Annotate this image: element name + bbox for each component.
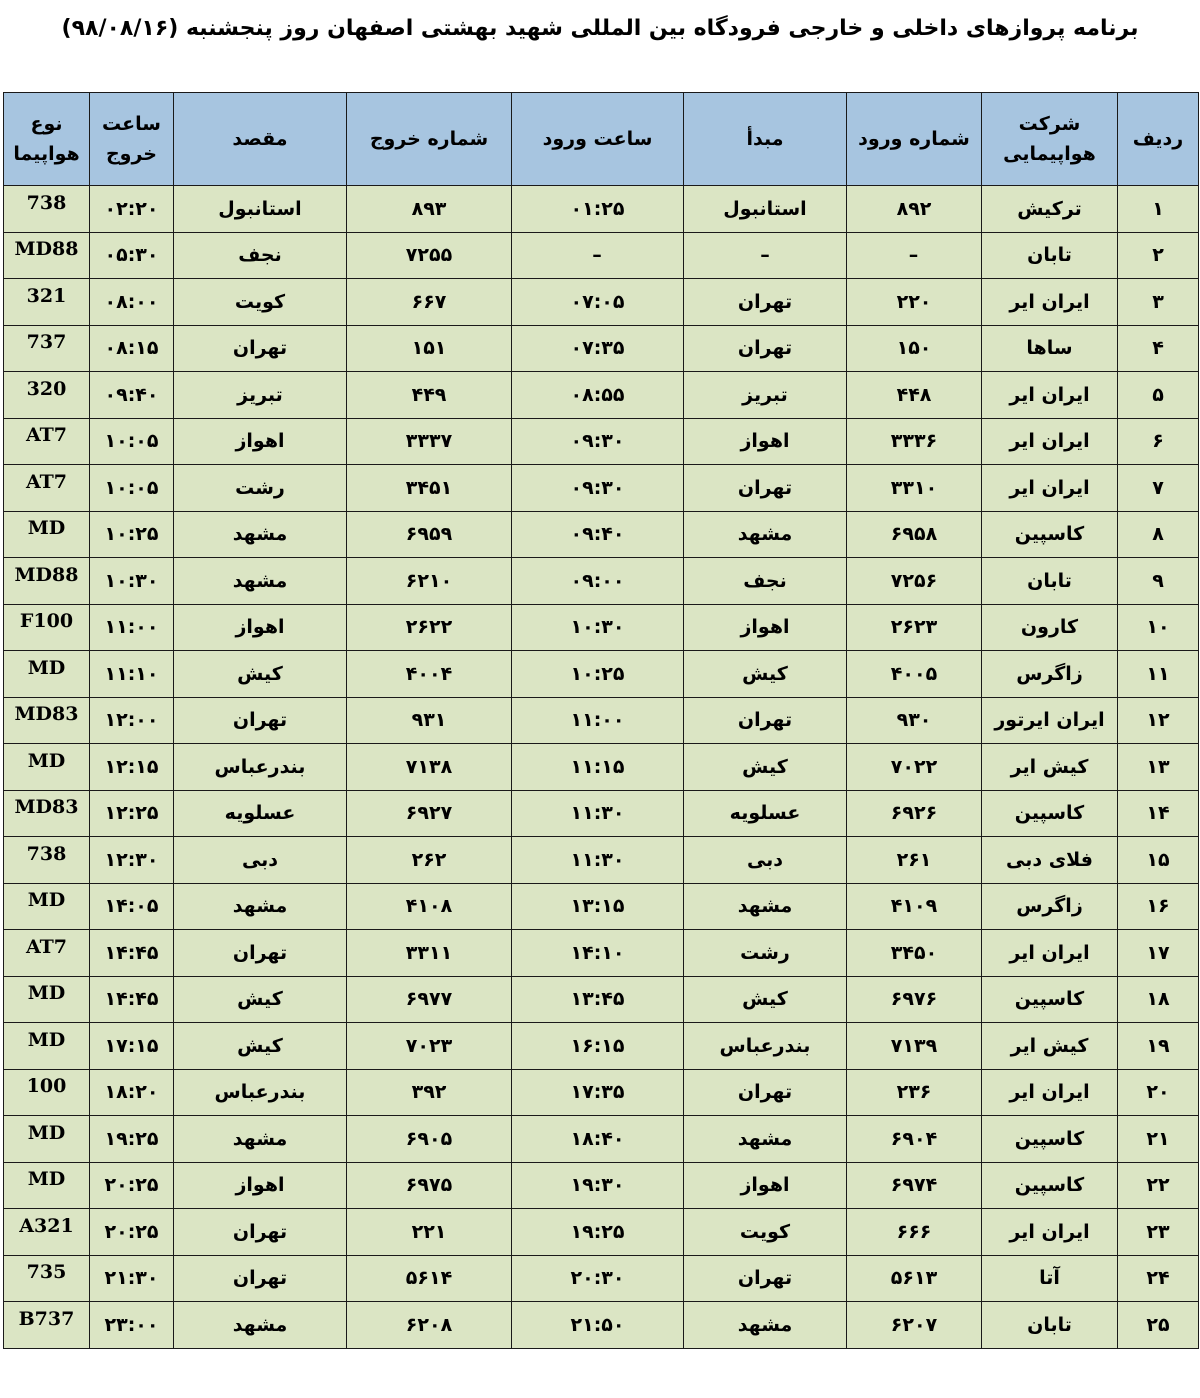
cell-origin: تهران bbox=[684, 465, 847, 512]
cell-arrival-number: ۶۶۶ bbox=[847, 1209, 982, 1256]
cell-origin: تهران bbox=[684, 1069, 847, 1116]
cell-departure-number: ۲۲۱ bbox=[347, 1209, 512, 1256]
cell-destination: اهواز bbox=[174, 418, 347, 465]
table-row bbox=[4, 651, 1199, 698]
cell-aircraft-type bbox=[4, 1255, 90, 1302]
table-row bbox=[4, 790, 1199, 837]
aircraft-type-label: MD bbox=[27, 1168, 66, 1191]
cell-departure-time: ۱۲:۰۰ bbox=[90, 697, 174, 744]
aircraft-type-label: MD bbox=[27, 1121, 66, 1144]
cell-arrival-time: ۲۰:۳۰ bbox=[512, 1255, 684, 1302]
cell-aircraft-type bbox=[4, 1069, 90, 1116]
cell-departure-number: ۵۶۱۴ bbox=[347, 1255, 512, 1302]
cell-aircraft-type bbox=[4, 930, 90, 977]
cell-departure-time: ۱۹:۲۵ bbox=[90, 1116, 174, 1163]
cell-destination: تهران bbox=[174, 697, 347, 744]
cell-destination: مشهد bbox=[174, 511, 347, 558]
cell-destination: مشهد bbox=[174, 1302, 347, 1349]
cell-departure-time: ۲۱:۳۰ bbox=[90, 1255, 174, 1302]
cell-departure-number: ۳۹۲ bbox=[347, 1069, 512, 1116]
cell-arrival-number: ۵۶۱۳ bbox=[847, 1255, 982, 1302]
cell-origin: کیش bbox=[684, 976, 847, 1023]
cell-row-number: ۲۲ bbox=[1118, 1162, 1199, 1209]
cell-row-number: ۱۹ bbox=[1118, 1023, 1199, 1070]
cell-destination: تهران bbox=[174, 1209, 347, 1256]
cell-arrival-number: ۷۲۵۶ bbox=[847, 558, 982, 605]
header-arrival-time: ساعت ورود bbox=[512, 93, 684, 186]
cell-aircraft-type bbox=[4, 558, 90, 605]
table-row bbox=[4, 186, 1199, 233]
cell-arrival-time: ۱۰:۲۵ bbox=[512, 651, 684, 698]
cell-arrival-number: ۶۹۵۸ bbox=[847, 511, 982, 558]
cell-arrival-number: ۲۲۰ bbox=[847, 279, 982, 326]
cell-departure-time: ۱۰:۰۵ bbox=[90, 418, 174, 465]
aircraft-type-label: MD83 bbox=[14, 703, 79, 726]
table-body bbox=[4, 186, 1199, 1349]
cell-departure-time: ۰۲:۲۰ bbox=[90, 186, 174, 233]
cell-departure-number: ۶۶۷ bbox=[347, 279, 512, 326]
table-row bbox=[4, 1023, 1199, 1070]
cell-airline: ساها bbox=[982, 325, 1118, 372]
cell-departure-time: ۱۴:۴۵ bbox=[90, 930, 174, 977]
cell-airline: کاسپین bbox=[982, 511, 1118, 558]
cell-departure-number: ۳۳۳۷ bbox=[347, 418, 512, 465]
cell-origin: تهران bbox=[684, 325, 847, 372]
cell-row-number: ۲۰ bbox=[1118, 1069, 1199, 1116]
cell-destination: تهران bbox=[174, 325, 347, 372]
header-departure-number: شماره خروج bbox=[347, 93, 512, 186]
cell-origin: بندرعباس bbox=[684, 1023, 847, 1070]
aircraft-type-label: A321 bbox=[19, 1214, 74, 1237]
table-row bbox=[4, 418, 1199, 465]
table-header-row bbox=[4, 93, 1199, 186]
cell-arrival-time: – bbox=[512, 232, 684, 279]
cell-departure-time: ۱۰:۰۵ bbox=[90, 465, 174, 512]
cell-airline: ایران ایر bbox=[982, 279, 1118, 326]
cell-departure-number: ۳۳۱۱ bbox=[347, 930, 512, 977]
cell-destination: کیش bbox=[174, 1023, 347, 1070]
cell-row-number: ۱۵ bbox=[1118, 837, 1199, 884]
table-row bbox=[4, 232, 1199, 279]
table-row bbox=[4, 883, 1199, 930]
cell-aircraft-type bbox=[4, 279, 90, 326]
cell-arrival-number: ۶۹۰۴ bbox=[847, 1116, 982, 1163]
cell-arrival-time: ۱۹:۳۰ bbox=[512, 1162, 684, 1209]
cell-airline: ایران ایر bbox=[982, 930, 1118, 977]
cell-arrival-number: ۹۳۰ bbox=[847, 697, 982, 744]
cell-row-number: ۱۴ bbox=[1118, 790, 1199, 837]
cell-departure-time: ۱۸:۲۰ bbox=[90, 1069, 174, 1116]
cell-arrival-time: ۱۰:۳۰ bbox=[512, 604, 684, 651]
cell-departure-number: ۲۶۲ bbox=[347, 837, 512, 884]
cell-aircraft-type bbox=[4, 837, 90, 884]
cell-destination: مشهد bbox=[174, 558, 347, 605]
cell-departure-time: ۱۰:۲۵ bbox=[90, 511, 174, 558]
table-row bbox=[4, 1162, 1199, 1209]
aircraft-type-label: F100 bbox=[19, 610, 74, 633]
cell-destination: دبی bbox=[174, 837, 347, 884]
aircraft-type-label: B737 bbox=[18, 1307, 75, 1330]
cell-departure-number: ۱۵۱ bbox=[347, 325, 512, 372]
cell-aircraft-type bbox=[4, 1116, 90, 1163]
cell-destination: کیش bbox=[174, 651, 347, 698]
table-row bbox=[4, 837, 1199, 884]
cell-origin: کیش bbox=[684, 744, 847, 791]
cell-arrival-time: ۰۹:۳۰ bbox=[512, 465, 684, 512]
cell-arrival-time: ۱۱:۰۰ bbox=[512, 697, 684, 744]
cell-departure-time: ۲۰:۲۵ bbox=[90, 1209, 174, 1256]
cell-airline: ایران ایرتور bbox=[982, 697, 1118, 744]
table-row bbox=[4, 930, 1199, 977]
cell-departure-time: ۰۸:۱۵ bbox=[90, 325, 174, 372]
cell-destination: تهران bbox=[174, 930, 347, 977]
aircraft-type-label: MD bbox=[27, 656, 66, 679]
cell-origin: کویت bbox=[684, 1209, 847, 1256]
table-row bbox=[4, 1255, 1199, 1302]
page-title: برنامه پروازهای داخلی و خارجی فرودگاه بین المللی شهید بهشتی اصفهان روز پنجشنبه (۹۸/۰۸/۱۶) bbox=[61, 16, 1139, 41]
cell-airline: زاگرس bbox=[982, 883, 1118, 930]
cell-airline: ایران ایر bbox=[982, 418, 1118, 465]
cell-airline: کارون bbox=[982, 604, 1118, 651]
aircraft-type-label: MD bbox=[27, 749, 66, 772]
cell-aircraft-type bbox=[4, 651, 90, 698]
cell-departure-number: ۹۳۱ bbox=[347, 697, 512, 744]
cell-arrival-number: ۲۶۲۳ bbox=[847, 604, 982, 651]
cell-airline: کاسپین bbox=[982, 976, 1118, 1023]
cell-arrival-number: ۶۹۷۴ bbox=[847, 1162, 982, 1209]
cell-departure-time: ۱۴:۰۵ bbox=[90, 883, 174, 930]
cell-arrival-number: ۶۹۲۶ bbox=[847, 790, 982, 837]
aircraft-type-label: 737 bbox=[26, 331, 67, 354]
cell-aircraft-type bbox=[4, 790, 90, 837]
cell-airline: کیش ایر bbox=[982, 744, 1118, 791]
cell-row-number: ۲۳ bbox=[1118, 1209, 1199, 1256]
cell-destination: اهواز bbox=[174, 604, 347, 651]
cell-arrival-number: ۳۴۵۰ bbox=[847, 930, 982, 977]
cell-arrival-number: ۷۰۲۲ bbox=[847, 744, 982, 791]
cell-airline: ترکیش bbox=[982, 186, 1118, 233]
cell-arrival-number: ۴۰۰۵ bbox=[847, 651, 982, 698]
header-destination: مقصد bbox=[174, 93, 347, 186]
cell-arrival-number: ۲۶۱ bbox=[847, 837, 982, 884]
cell-arrival-time: ۱۴:۱۰ bbox=[512, 930, 684, 977]
table-row bbox=[4, 976, 1199, 1023]
aircraft-type-label: MD bbox=[27, 517, 66, 540]
aircraft-type-label: AT7 bbox=[25, 424, 68, 447]
cell-departure-number: ۶۹۲۷ bbox=[347, 790, 512, 837]
cell-arrival-number: – bbox=[847, 232, 982, 279]
cell-destination: تهران bbox=[174, 1255, 347, 1302]
cell-departure-number: ۷۰۲۳ bbox=[347, 1023, 512, 1070]
cell-arrival-time: ۱۳:۱۵ bbox=[512, 883, 684, 930]
aircraft-type-label: AT7 bbox=[25, 935, 68, 958]
cell-aircraft-type bbox=[4, 325, 90, 372]
cell-destination: کویت bbox=[174, 279, 347, 326]
cell-destination: عسلویه bbox=[174, 790, 347, 837]
cell-departure-number: ۶۲۱۰ bbox=[347, 558, 512, 605]
cell-arrival-number: ۲۳۶ bbox=[847, 1069, 982, 1116]
flight-schedule-table bbox=[3, 92, 1199, 1349]
cell-arrival-time: ۰۹:۴۰ bbox=[512, 511, 684, 558]
cell-aircraft-type bbox=[4, 418, 90, 465]
cell-arrival-number: ۶۲۰۷ bbox=[847, 1302, 982, 1349]
cell-arrival-time: ۰۱:۲۵ bbox=[512, 186, 684, 233]
cell-arrival-time: ۰۷:۳۵ bbox=[512, 325, 684, 372]
cell-airline: زاگرس bbox=[982, 651, 1118, 698]
aircraft-type-label: AT7 bbox=[25, 470, 68, 493]
cell-row-number: ۱۶ bbox=[1118, 883, 1199, 930]
cell-departure-time: ۲۰:۲۵ bbox=[90, 1162, 174, 1209]
cell-origin: تبریز bbox=[684, 372, 847, 419]
cell-row-number: ۱۳ bbox=[1118, 744, 1199, 791]
aircraft-type-label: MD83 bbox=[14, 796, 79, 819]
cell-departure-time: ۲۳:۰۰ bbox=[90, 1302, 174, 1349]
cell-departure-number: ۶۲۰۸ bbox=[347, 1302, 512, 1349]
cell-arrival-time: ۱۶:۱۵ bbox=[512, 1023, 684, 1070]
cell-aircraft-type bbox=[4, 465, 90, 512]
cell-origin: عسلویه bbox=[684, 790, 847, 837]
cell-origin: تهران bbox=[684, 1255, 847, 1302]
cell-row-number: ۱ bbox=[1118, 186, 1199, 233]
table-row bbox=[4, 465, 1199, 512]
cell-origin: کیش bbox=[684, 651, 847, 698]
cell-destination: بندرعباس bbox=[174, 1069, 347, 1116]
aircraft-type-label: MD bbox=[27, 1028, 66, 1051]
cell-arrival-time: ۰۹:۰۰ bbox=[512, 558, 684, 605]
cell-departure-time: ۱۷:۱۵ bbox=[90, 1023, 174, 1070]
aircraft-type-label: MD88 bbox=[14, 238, 79, 261]
cell-departure-time: ۱۲:۱۵ bbox=[90, 744, 174, 791]
cell-origin: مشهد bbox=[684, 1116, 847, 1163]
cell-airline: ایران ایر bbox=[982, 1069, 1118, 1116]
cell-aircraft-type bbox=[4, 232, 90, 279]
cell-departure-number: ۶۹۷۷ bbox=[347, 976, 512, 1023]
cell-origin: نجف bbox=[684, 558, 847, 605]
cell-departure-number: ۷۱۳۸ bbox=[347, 744, 512, 791]
table-row bbox=[4, 558, 1199, 605]
header-row-number: ردیف bbox=[1118, 93, 1199, 186]
table-row bbox=[4, 372, 1199, 419]
cell-row-number: ۱۱ bbox=[1118, 651, 1199, 698]
cell-arrival-number: ۳۳۱۰ bbox=[847, 465, 982, 512]
cell-origin: تهران bbox=[684, 279, 847, 326]
table-row bbox=[4, 1069, 1199, 1116]
cell-departure-number: ۲۶۲۲ bbox=[347, 604, 512, 651]
cell-origin: مشهد bbox=[684, 883, 847, 930]
cell-origin: مشهد bbox=[684, 511, 847, 558]
cell-arrival-time: ۰۷:۰۵ bbox=[512, 279, 684, 326]
aircraft-type-label: MD bbox=[27, 889, 66, 912]
table-row bbox=[4, 325, 1199, 372]
cell-departure-time: ۱۰:۳۰ bbox=[90, 558, 174, 605]
cell-airline: تابان bbox=[982, 558, 1118, 605]
cell-destination: استانبول bbox=[174, 186, 347, 233]
cell-aircraft-type bbox=[4, 744, 90, 791]
table-row bbox=[4, 511, 1199, 558]
cell-row-number: ۲۵ bbox=[1118, 1302, 1199, 1349]
aircraft-type-label: 738 bbox=[26, 842, 67, 865]
table-row bbox=[4, 697, 1199, 744]
cell-aircraft-type bbox=[4, 1209, 90, 1256]
cell-aircraft-type bbox=[4, 976, 90, 1023]
cell-departure-time: ۱۴:۴۵ bbox=[90, 976, 174, 1023]
cell-departure-number: ۶۹۰۵ bbox=[347, 1116, 512, 1163]
cell-arrival-time: ۰۸:۵۵ bbox=[512, 372, 684, 419]
cell-airline: ایران ایر bbox=[982, 1209, 1118, 1256]
table-row bbox=[4, 1209, 1199, 1256]
cell-airline: کاسپین bbox=[982, 1116, 1118, 1163]
cell-origin: رشت bbox=[684, 930, 847, 977]
cell-aircraft-type bbox=[4, 1162, 90, 1209]
cell-origin: دبی bbox=[684, 837, 847, 884]
cell-origin: اهواز bbox=[684, 1162, 847, 1209]
header-aircraft-type: نوع هواپیما bbox=[4, 93, 90, 186]
header-departure-time: ساعت خروج bbox=[90, 93, 174, 186]
cell-row-number: ۸ bbox=[1118, 511, 1199, 558]
cell-departure-time: ۰۹:۴۰ bbox=[90, 372, 174, 419]
cell-destination: اهواز bbox=[174, 1162, 347, 1209]
table-row bbox=[4, 1116, 1199, 1163]
cell-origin: تهران bbox=[684, 697, 847, 744]
cell-arrival-time: ۱۱:۳۰ bbox=[512, 790, 684, 837]
cell-arrival-number: ۴۱۰۹ bbox=[847, 883, 982, 930]
aircraft-type-label: 735 bbox=[26, 1261, 67, 1284]
cell-origin: مشهد bbox=[684, 1302, 847, 1349]
cell-airline: کاسپین bbox=[982, 1162, 1118, 1209]
cell-aircraft-type bbox=[4, 1302, 90, 1349]
cell-aircraft-type bbox=[4, 1023, 90, 1070]
cell-row-number: ۱۸ bbox=[1118, 976, 1199, 1023]
cell-aircraft-type bbox=[4, 511, 90, 558]
cell-departure-time: ۱۲:۳۰ bbox=[90, 837, 174, 884]
aircraft-type-label: 321 bbox=[26, 284, 67, 307]
cell-arrival-time: ۲۱:۵۰ bbox=[512, 1302, 684, 1349]
aircraft-type-label: MD bbox=[27, 982, 66, 1005]
cell-departure-number: ۷۲۵۵ bbox=[347, 232, 512, 279]
cell-arrival-time: ۰۹:۳۰ bbox=[512, 418, 684, 465]
table-row bbox=[4, 604, 1199, 651]
cell-airline: ایران ایر bbox=[982, 372, 1118, 419]
table-row bbox=[4, 1302, 1199, 1349]
cell-departure-time: ۰۸:۰۰ bbox=[90, 279, 174, 326]
cell-row-number: ۳ bbox=[1118, 279, 1199, 326]
table-row bbox=[4, 279, 1199, 326]
cell-arrival-time: ۱۳:۴۵ bbox=[512, 976, 684, 1023]
cell-arrival-number: ۳۳۳۶ bbox=[847, 418, 982, 465]
cell-row-number: ۶ bbox=[1118, 418, 1199, 465]
aircraft-type-label: MD88 bbox=[14, 563, 79, 586]
cell-arrival-number: ۷۱۳۹ bbox=[847, 1023, 982, 1070]
cell-origin: اهواز bbox=[684, 604, 847, 651]
cell-aircraft-type bbox=[4, 604, 90, 651]
cell-origin: استانبول bbox=[684, 186, 847, 233]
cell-departure-time: ۱۱:۱۰ bbox=[90, 651, 174, 698]
aircraft-type-label: 738 bbox=[26, 191, 67, 214]
cell-airline: کاسپین bbox=[982, 790, 1118, 837]
cell-destination: بندرعباس bbox=[174, 744, 347, 791]
cell-row-number: ۲۱ bbox=[1118, 1116, 1199, 1163]
cell-departure-number: ۶۹۵۹ bbox=[347, 511, 512, 558]
cell-row-number: ۲ bbox=[1118, 232, 1199, 279]
cell-origin: – bbox=[684, 232, 847, 279]
cell-airline: تابان bbox=[982, 1302, 1118, 1349]
cell-row-number: ۴ bbox=[1118, 325, 1199, 372]
cell-airline: فلای دبی bbox=[982, 837, 1118, 884]
cell-row-number: ۱۷ bbox=[1118, 930, 1199, 977]
cell-destination: نجف bbox=[174, 232, 347, 279]
cell-departure-time: ۱۱:۰۰ bbox=[90, 604, 174, 651]
cell-destination: رشت bbox=[174, 465, 347, 512]
cell-arrival-time: ۱۱:۳۰ bbox=[512, 837, 684, 884]
cell-arrival-time: ۱۷:۳۵ bbox=[512, 1069, 684, 1116]
cell-aircraft-type bbox=[4, 697, 90, 744]
cell-arrival-number: ۱۵۰ bbox=[847, 325, 982, 372]
cell-departure-time: ۱۲:۲۵ bbox=[90, 790, 174, 837]
cell-airline: کیش ایر bbox=[982, 1023, 1118, 1070]
cell-arrival-time: ۱۱:۱۵ bbox=[512, 744, 684, 791]
aircraft-type-label: 320 bbox=[26, 377, 67, 400]
cell-airline: ایران ایر bbox=[982, 465, 1118, 512]
cell-departure-number: ۸۹۳ bbox=[347, 186, 512, 233]
cell-origin: اهواز bbox=[684, 418, 847, 465]
cell-row-number: ۱۲ bbox=[1118, 697, 1199, 744]
header-airline: شرکت هواپیمایی bbox=[982, 93, 1118, 186]
cell-destination: مشهد bbox=[174, 1116, 347, 1163]
cell-aircraft-type bbox=[4, 883, 90, 930]
cell-row-number: ۷ bbox=[1118, 465, 1199, 512]
cell-row-number: ۱۰ bbox=[1118, 604, 1199, 651]
cell-aircraft-type bbox=[4, 372, 90, 419]
aircraft-type-label: 100 bbox=[26, 1075, 67, 1098]
cell-arrival-time: ۱۸:۴۰ bbox=[512, 1116, 684, 1163]
header-origin: مبدأ bbox=[684, 93, 847, 186]
cell-arrival-number: ۸۹۲ bbox=[847, 186, 982, 233]
cell-row-number: ۵ bbox=[1118, 372, 1199, 419]
cell-destination: کیش bbox=[174, 976, 347, 1023]
table-row bbox=[4, 744, 1199, 791]
cell-destination: مشهد bbox=[174, 883, 347, 930]
cell-row-number: ۹ bbox=[1118, 558, 1199, 605]
cell-departure-number: ۴۰۰۴ bbox=[347, 651, 512, 698]
cell-departure-number: ۴۴۹ bbox=[347, 372, 512, 419]
cell-arrival-number: ۴۴۸ bbox=[847, 372, 982, 419]
header-arrival-number: شماره ورود bbox=[847, 93, 982, 186]
cell-departure-time: ۰۵:۳۰ bbox=[90, 232, 174, 279]
cell-arrival-number: ۶۹۷۶ bbox=[847, 976, 982, 1023]
cell-destination: تبریز bbox=[174, 372, 347, 419]
cell-row-number: ۲۴ bbox=[1118, 1255, 1199, 1302]
cell-airline: آتا bbox=[982, 1255, 1118, 1302]
cell-departure-number: ۶۹۷۵ bbox=[347, 1162, 512, 1209]
cell-departure-number: ۴۱۰۸ bbox=[347, 883, 512, 930]
cell-aircraft-type bbox=[4, 186, 90, 233]
cell-airline: تابان bbox=[982, 232, 1118, 279]
cell-departure-number: ۳۴۵۱ bbox=[347, 465, 512, 512]
cell-arrival-time: ۱۹:۲۵ bbox=[512, 1209, 684, 1256]
